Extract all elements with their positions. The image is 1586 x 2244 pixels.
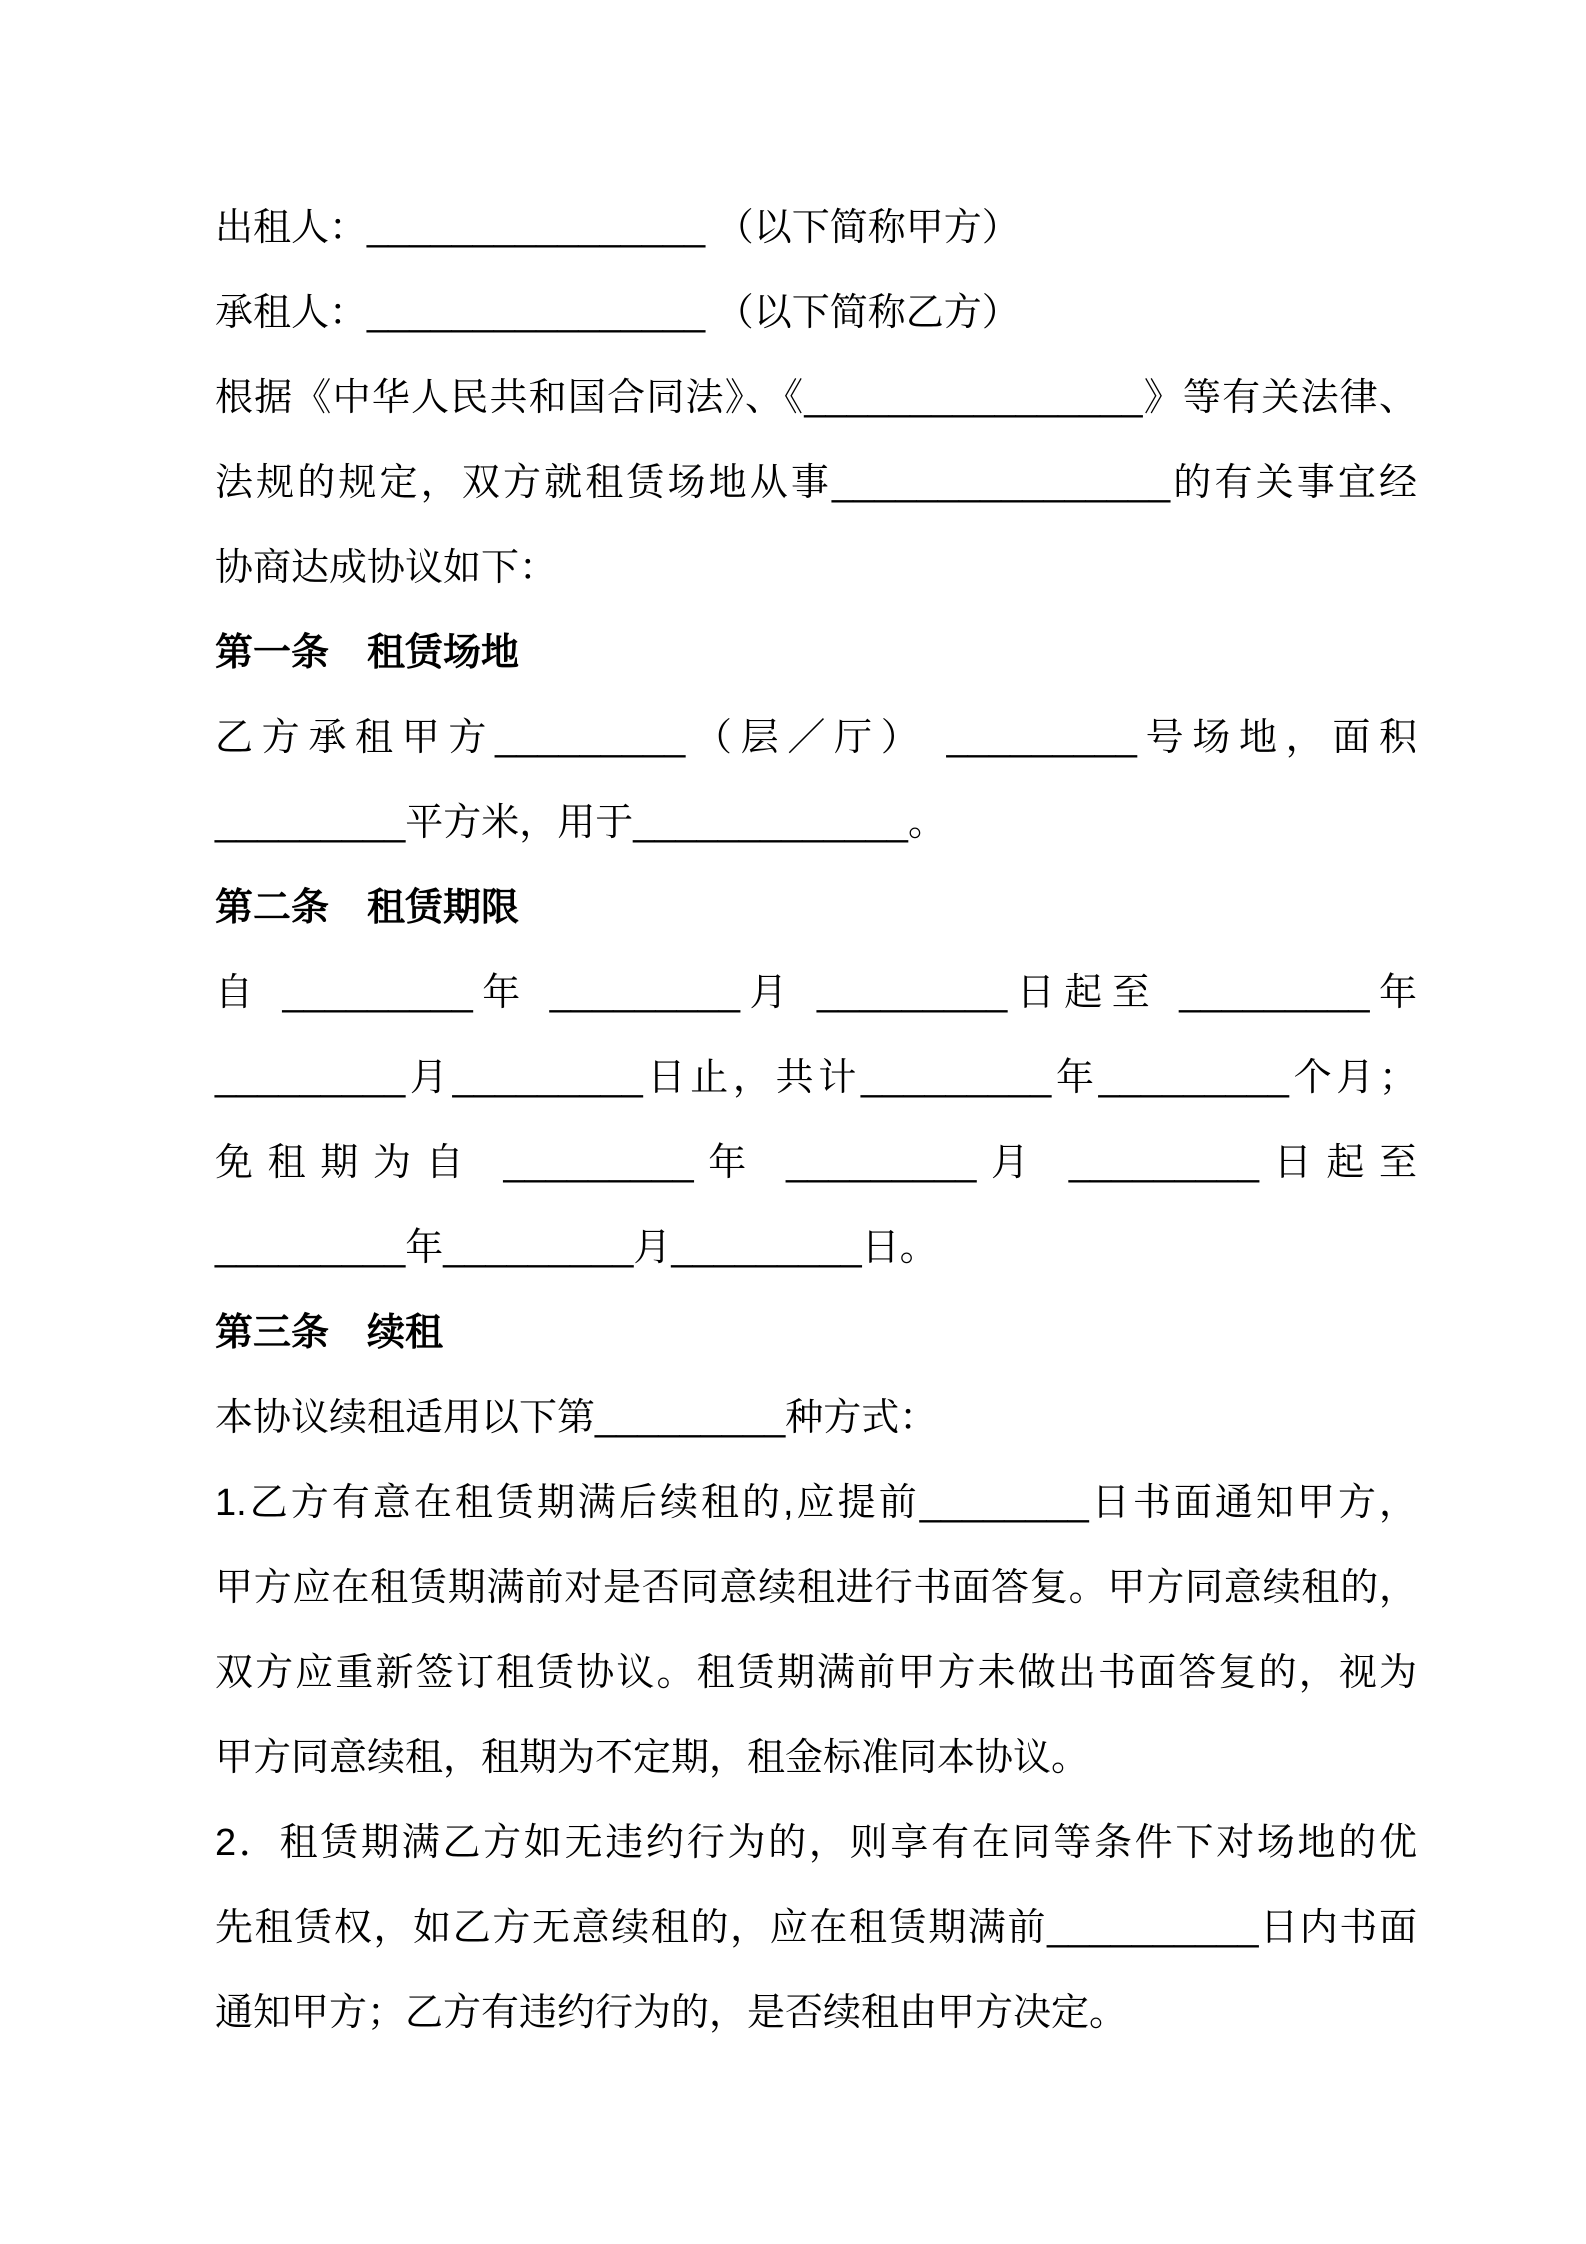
text-line: 出租人：________________ （以下简称甲方） — [215, 207, 1020, 249]
text-line: 自 _________年 _________月 _________日起至 _________年 — [215, 972, 1417, 1014]
text-line: 承租人：________________ （以下简称乙方） — [215, 292, 1020, 334]
text-line: 法规的规定，双方就租赁场地从事________________的有关事宜经 — [215, 462, 1417, 504]
text-line: 根据《中华人民共和国合同法》、《________________》等有关法律、 — [215, 377, 1417, 419]
text-line: 本协议续租适用以下第_________种方式： — [215, 1397, 938, 1439]
section-heading: 第三条 续租 — [215, 1312, 444, 1354]
text-line: 乙方承租甲方_________（层／厅） _________号场地，面积 — [215, 717, 1417, 759]
text-line: 免租期为自 _________年 _________月 _________日起至 — [215, 1142, 1417, 1184]
text-line: 1.乙方有意在租赁期满后续租的,应提前________日书面通知甲方， — [215, 1482, 1417, 1524]
text-line: _________月_________日止，共计_________年_________个月； — [215, 1057, 1417, 1099]
text-line: 通知甲方；乙方有违约行为的，是否续租由甲方决定。 — [215, 1992, 1128, 2034]
text-line: _________年_________月_________日。 — [215, 1227, 938, 1269]
text-line: 甲方同意续租，租期为不定期，租金标准同本协议。 — [215, 1737, 1090, 1779]
text-line: _________平方米，用于_____________。 — [215, 802, 946, 844]
text-line: 协商达成协议如下： — [215, 547, 558, 589]
text-line: 甲方应在租赁期满前对是否同意续租进行书面答复。甲方同意续租的， — [215, 1567, 1417, 1609]
text-line: 2．租赁期满乙方如无违约行为的，则享有在同等条件下对场地的优 — [215, 1822, 1417, 1864]
section-heading: 第一条 租赁场地 — [215, 632, 520, 674]
section-heading: 第二条 租赁期限 — [215, 887, 520, 929]
contract-text — [215, 186, 1417, 2056]
text-line: 先租赁权，如乙方无意续租的，应在租赁期满前__________日内书面 — [215, 1907, 1417, 1949]
text-line: 双方应重新签订租赁协议。租赁期满前甲方未做出书面答复的，视为 — [215, 1652, 1417, 1694]
